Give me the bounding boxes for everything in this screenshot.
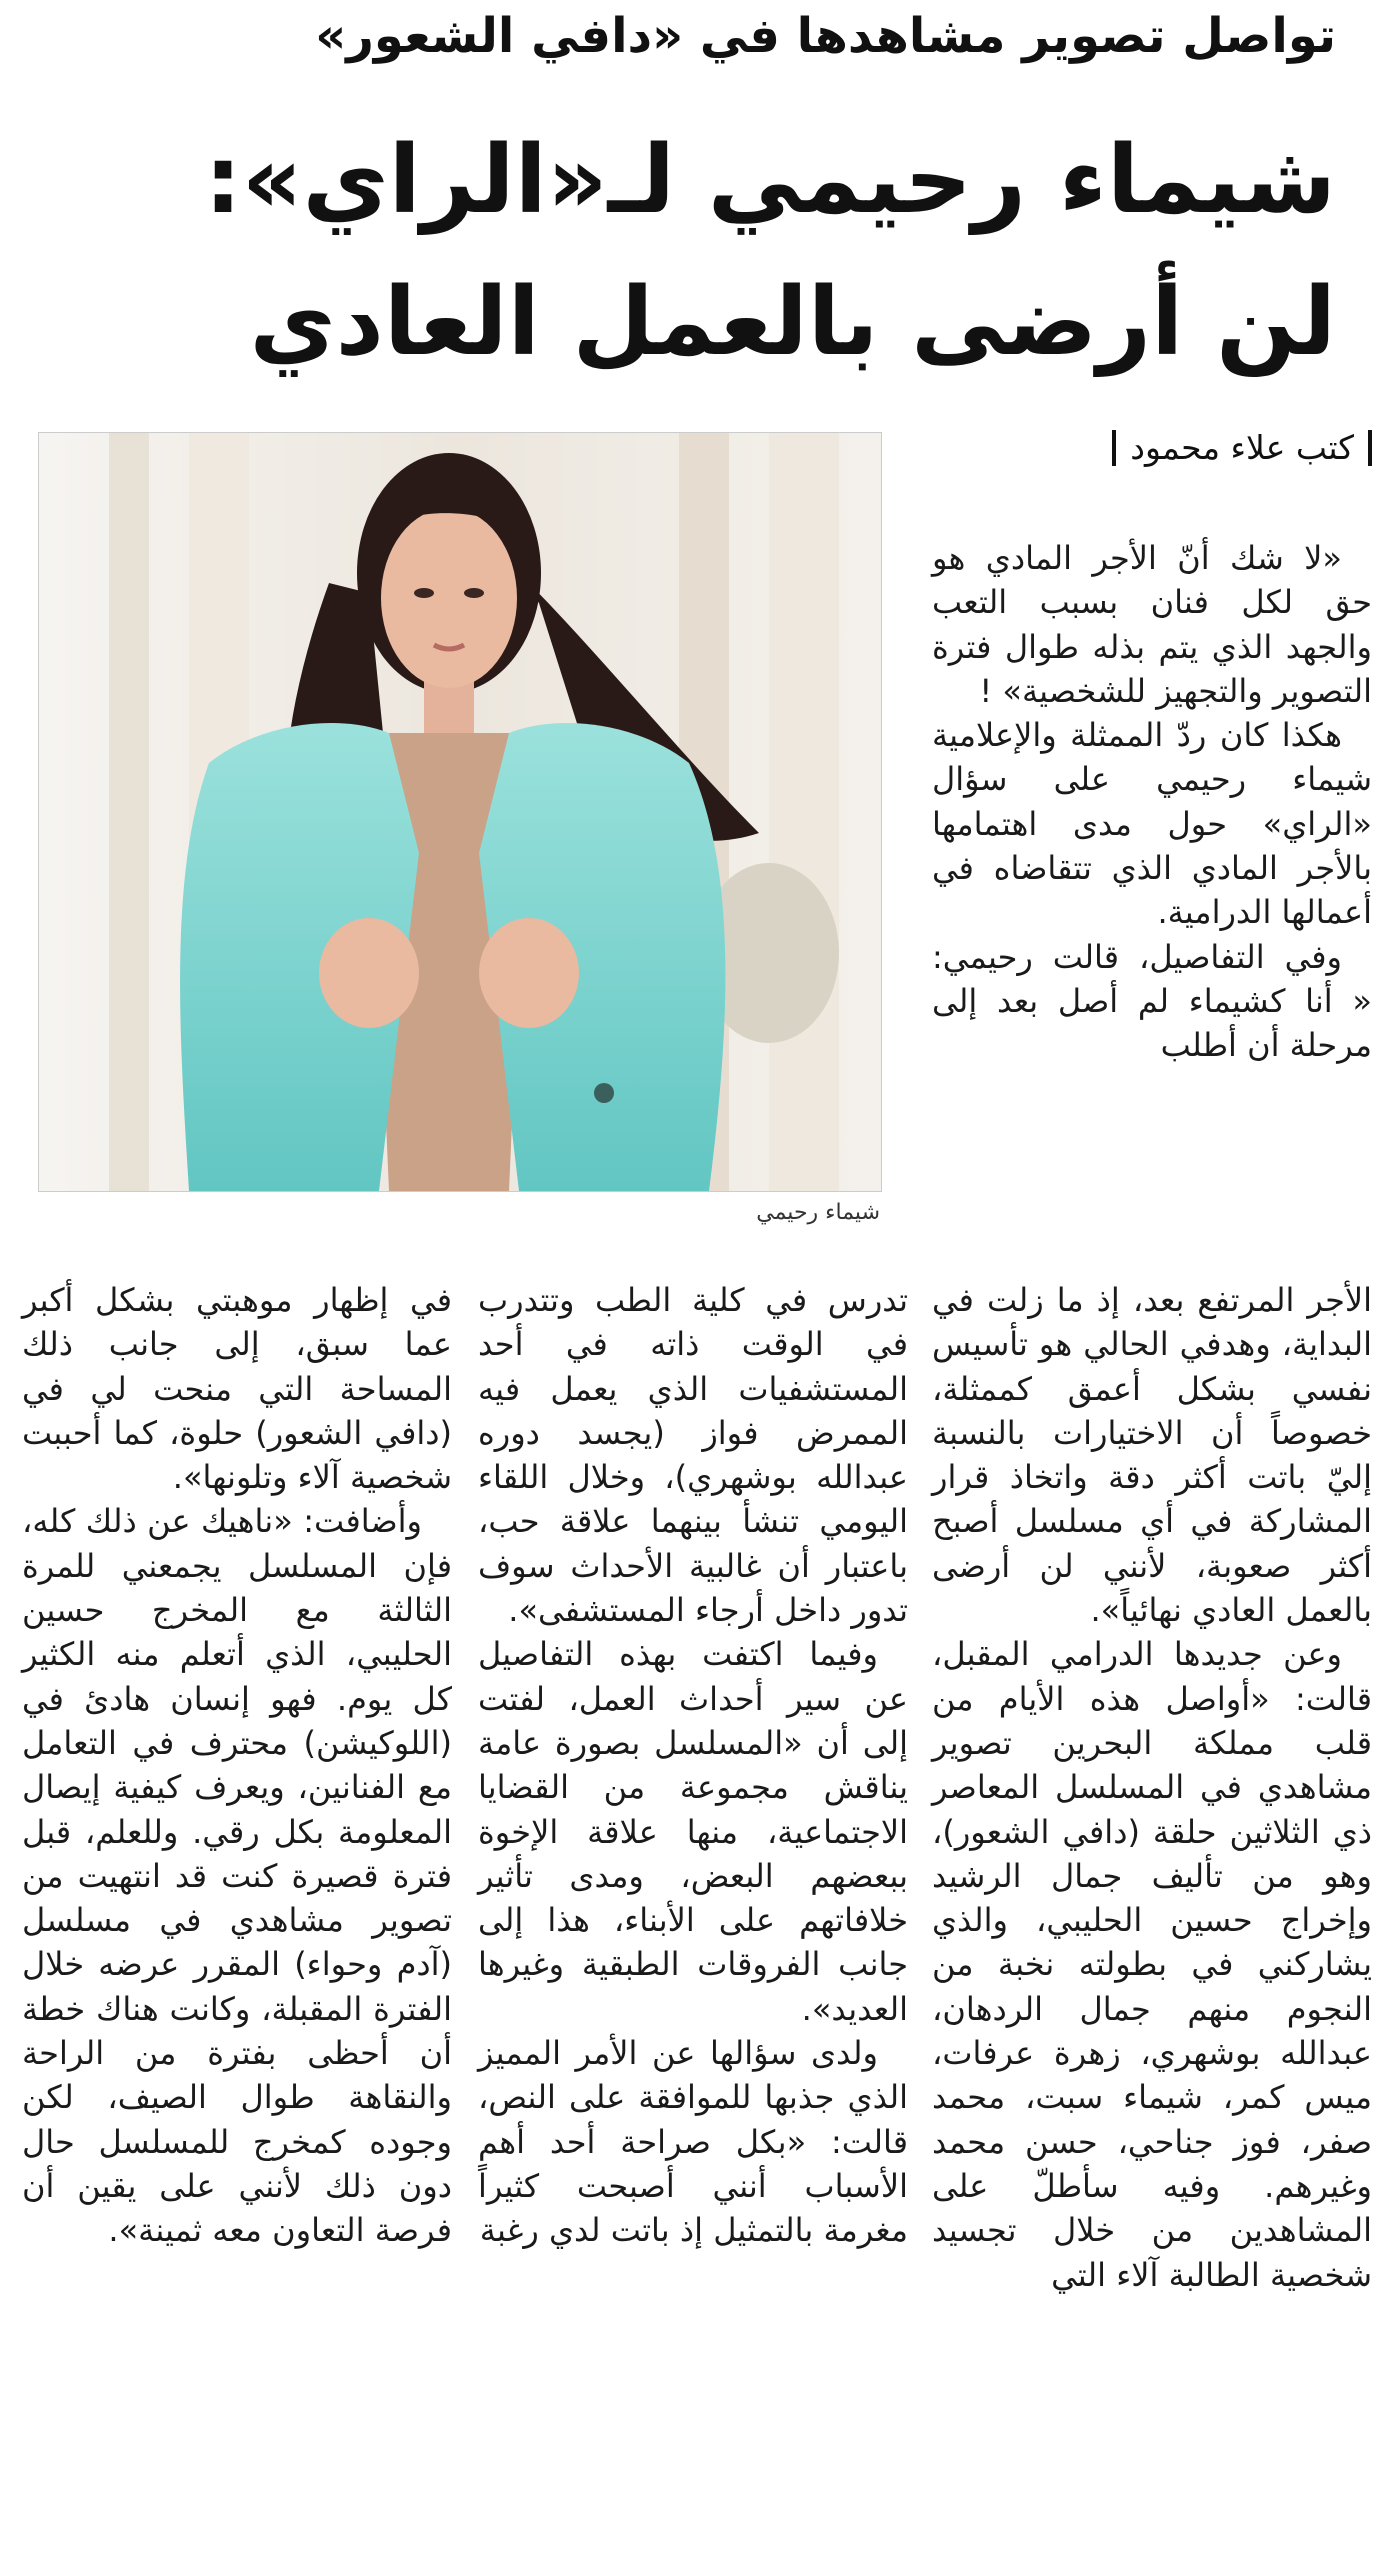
- paragraph: وفيما اكتفت بهذه التفاصيل عن سير أحداث العمل، لفتت إلى أن «المسلسل بصورة عامة يناقش مجموعة من القضايا الاجتماعية، منها علاقة الإخوة ببعضهم البعض، ومدى تأثير خلافاتهم على الأبناء، هذا إلى جانب الفروقات الطبقية وغيرها العديد».: [478, 1635, 908, 2028]
- paragraph: وفي التفاصيل، قالت رحيمي: « أنا كشيماء لم أصل بعد إلى مرحلة أن أطلب: [932, 937, 1372, 1065]
- photo-caption: شيماء رحيمي: [756, 1200, 880, 1225]
- article-headline: [46, 110, 1336, 394]
- paragraph: هكذا كان ردّ الممثلة والإعلامية شيماء رحيمي على سؤال «الراي» حول مدى اهتمامها بالأجر المادي الذي تتقاضاه في أعمالها الدرامية.: [932, 716, 1372, 932]
- article-column-left: [22, 1278, 452, 2253]
- article-column-right: [932, 1278, 1372, 2297]
- headline-line-2: لن أرضى بالعمل العادي: [249, 268, 1336, 377]
- article-column-right-top: [932, 536, 1372, 1068]
- portrait-illustration: [39, 433, 881, 1191]
- article-column-middle: [478, 1278, 908, 2253]
- paragraph: تدرس في كلية الطب وتتدرب في الوقت ذاته في أحد المستشفيات الذي يعمل فيه الممرض فواز (يجسد دوره عبدالله بوشهري)، وخلال اللقاء اليومي تنشأ بينهما علاقة حب، باعتبار أن غالبية الأحداث سوف تدور داخل أرجاء المستشفى».: [478, 1281, 908, 1630]
- byline: [932, 420, 1372, 476]
- article-photo: [38, 432, 882, 1192]
- article-kicker: تواصل تصوير مشاهدها في «دافي الشعور»: [315, 8, 1336, 64]
- paragraph: في إظهار موهبتي بشكل أكبر عما سبق، إلى جانب ذلك المساحة التي منحت لي في (دافي الشعور) حلوة، كما أحببت شخصية آلاء وتلونها».: [22, 1281, 452, 1497]
- headline-line-1: شيماء رحيمي لـ«الراي»:: [204, 126, 1336, 235]
- paragraph: وعن جديدها الدرامي المقبل، قالت: «أواصل هذه الأيام من قلب مملكة البحرين تصوير مشاهدي في المسلسل المعاصر ذي الثلاثين حلقة (دافي الشعور)، وهو من تأليف جمال الرشيد وإخراج حسين الحليبي، والذي يشاركني في بطولته نخبة من النجوم منهم جمال الردهان، عبدالله بوشهري، زهرة عرفات، ميس كمر، شيماء سبت، محمد صفر، فوز جناحي، حسن محمد وغيرهم. وفيه سأطلّ على المشاهدين من خلال تجسيد شخصية الطالبة آلاء التي: [932, 1635, 1372, 2294]
- paragraph: وأضافت: «ناهيك عن ذلك كله، فإن المسلسل يجمعني للمرة الثالثة مع المخرج حسين الحليبي، الذي أتعلم منه الكثير كل يوم. فهو إنسان هادئ في (اللوكيشن) محترف في التعامل مع الفنانين، ويعرف كيفية إيصال المعلومة بكل رقي. وللعلم، قبل فترة قصيرة كنت قد انتهيت من تصوير مشاهدي في مسلسل (آدم وحواء) المقرر عرضه خلال الفترة المقبلة، وكانت هناك خطة أن أحظى بفترة من الراحة والنقاهة طوال الصيف، لكن وجوده كمخرج للمسلسل حال دون ذلك لأنني على يقين أن فرصة التعاون معه ثمينة».: [22, 1502, 452, 2250]
- byline-text: كتب علاء محمود: [1130, 428, 1354, 467]
- paragraph: الأجر المرتفع بعد، إذ ما زلت في البداية، وهدفي الحالي هو تأسيس نفسي بشكل أعمق كممثلة، خصوصاً أن الاختيارات بالنسبة إليّ باتت أكثر دقة واتخاذ قرار المشاركة في أي مسلسل أصبح أكثر صعوبة، لأنني لن أرضى بالعمل العادي نهائياً».: [932, 1281, 1372, 1630]
- paragraph: «لا شك أنّ الأجر المادي هو حق لكل فنان بسبب التعب والجهد الذي يتم بذله طوال فترة التصوير والتجهيز للشخصية» !: [932, 539, 1372, 710]
- paragraph: ولدى سؤالها عن الأمر المميز الذي جذبها للموافقة على النص، قالت: «بكل صراحة أحد أهم الأسباب أنني أصبحت كثيراً مغرمة بالتمثيل إذ باتت لدي رغبة: [478, 2034, 908, 2250]
- byline-divider: [1368, 430, 1372, 466]
- byline-divider: [1112, 430, 1116, 466]
